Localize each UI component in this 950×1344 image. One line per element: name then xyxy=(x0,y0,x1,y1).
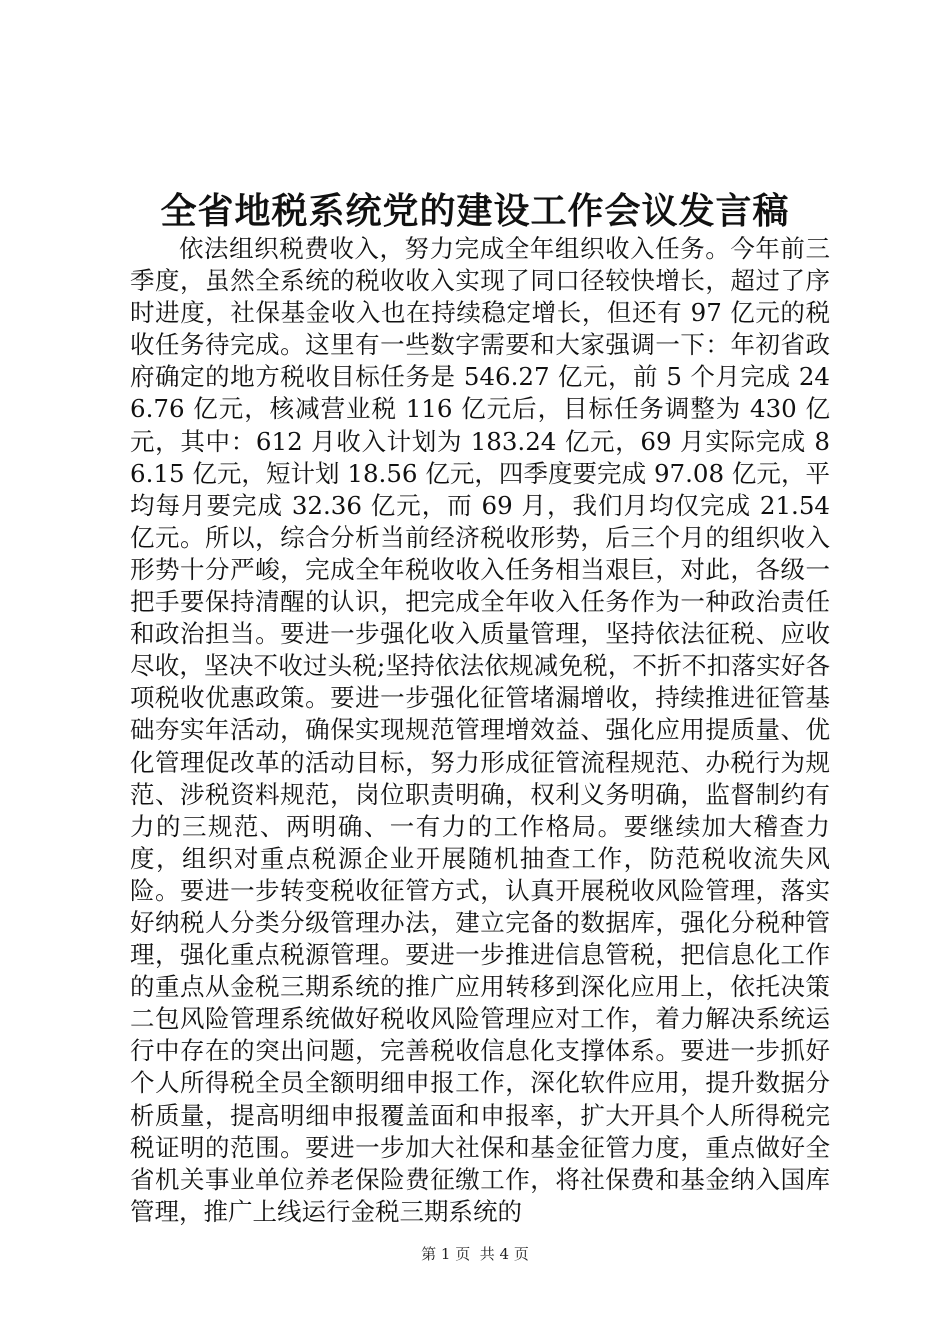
page-number-label: 第 1 页 共 4 页 xyxy=(421,1245,529,1263)
document-body-paragraph: 依法组织税费收入，努力完成全年组织收入任务。今年前三季度，虽然全系统的税收收入实现了同口径较快增长，超过了序时进度，社保基金收入也在持续稳定增长，但还有 97 亿元的税收任务待完成。这里有一些数字需要和大家强调一下：年初省政府确定的地方税收目标任务是 546.27 亿元，前 5 个月完成 246.76 亿元，核减营业税 116 亿元后，目标任务调整为 430 亿元，其中：612 月收入计划为 183.24 亿元，69 月实际完成 86.15 亿元，短计划 18.56 亿元，四季度要完成 97.08 亿元，平均每月要完成 32.36 亿元，而 69 月，我们月均仅完成 21.54 亿元。所以，综合分析当前经济税收形势，后三个月的组织收入形势十分严峻，完成全年税收收入任务相当艰巨，对此，各级一把手要保持清醒的认识，把完成全年收入任务作为一种政治责任和政治担当。要进一步强化收入质量管理，坚持依法征税、应收尽收，坚决不收过头税;坚持依法依规减免税，不折不扣落实好各项税收优惠政策。要进一步强化征管堵漏增收，持续推进征管基础夯实年活动，确保实现规范管理增效益、强化应用提质量、优化管理促改革的活动目标，努力形成征管流程规范、办税行为规范、涉税资料规范，岗位职责明确，权利义务明确，监督制约有力的三规范、两明确、一有力的工作格局。要继续加大稽查力度，组织对重点税源企业开展随机抽查工作，防范税收流失风险。要进一步转变税收征管方式，认真开展税收风险管理，落实好纳税人分类分级管理办法，建立完备的数据库，强化分税种管理，强化重点税源管理。要进一步推进信息管税，把信息化工作的重点从金税三期系统的推广应用转移到深化应用上，依托决策二包风险管理系统做好税收风险管理应对工作，着力解决系统运行中存在的突出问题，完善税收信息化支撑体系。要进一步抓好个人所得税全员全额明细申报工作，深化软件应用，提升数据分析质量，提高明细申报覆盖面和申报率，扩大开具个人所得税完税证明的范围。要进一步加大社保和基金征管力度，重点做好全省机关事业单位养老保险费征缴工作，将社保费和基金纳入国库管理，推广上线运行金税三期系统的 xyxy=(130,234,830,1226)
document-title: 全省地税系统党的建设工作会议发言稿 xyxy=(160,190,790,232)
page-footer xyxy=(0,1244,950,1264)
